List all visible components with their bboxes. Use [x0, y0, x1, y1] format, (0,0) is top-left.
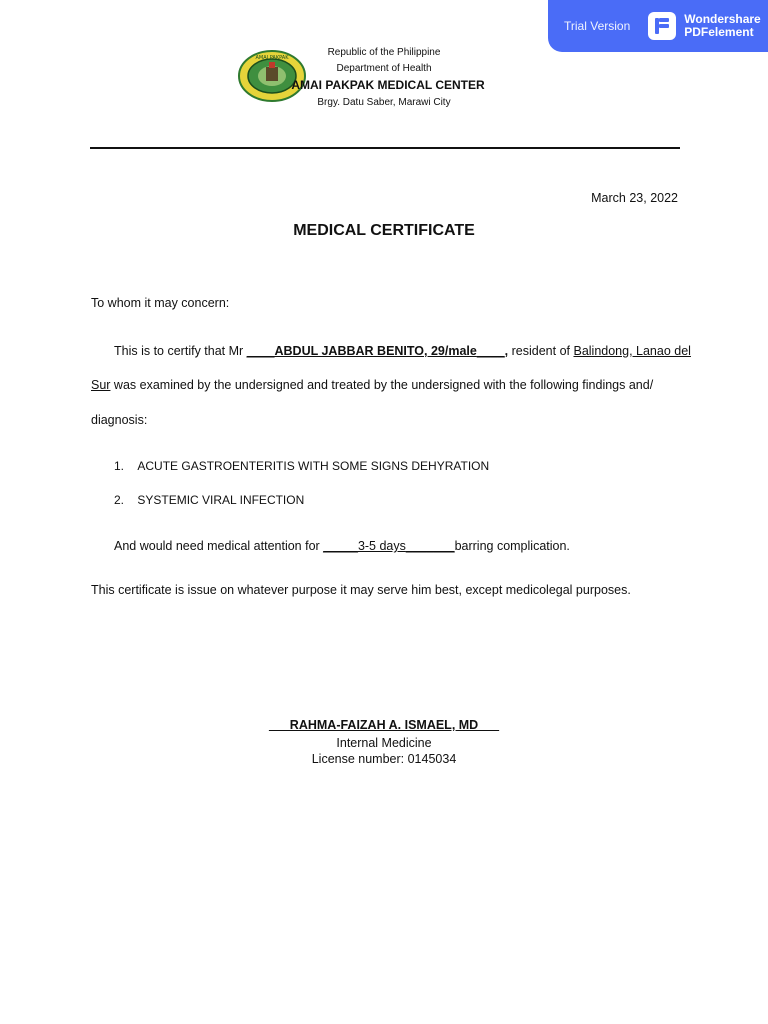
diagnosis-text: ACUTE GASTROENTERITIS WITH SOME SIGNS DEHYRATION — [137, 459, 490, 473]
diagnosis-number: 1. — [114, 459, 125, 473]
attention-line — [114, 539, 570, 553]
diagnosis-number: 2. — [114, 493, 125, 507]
certificate-date: March 23, 2022 — [591, 191, 678, 205]
residence-part2: Sur — [91, 378, 111, 392]
signatory-license: License number: 0145034 — [311, 752, 457, 766]
pdfelement-logo-icon — [648, 12, 676, 40]
header-divider — [90, 147, 680, 149]
trial-version-banner[interactable] — [548, 0, 768, 52]
trial-version-label: Trial Version — [564, 19, 631, 33]
brand-line1: Wondershare — [684, 12, 761, 26]
header-address: Brgy. Datu Saber, Marawi City — [317, 97, 451, 108]
patient-comma: , — [504, 344, 509, 358]
certify-line3: diagnosis: — [91, 413, 148, 427]
resident-text: resident of — [508, 344, 574, 358]
patient-blank-after: ____ — [476, 344, 505, 358]
salutation: To whom it may concern: — [91, 296, 230, 310]
duration-blank-before: _____ — [323, 539, 358, 553]
certify-line1 — [114, 344, 691, 358]
certificate-title: MEDICAL CERTIFICATE — [293, 222, 475, 239]
header-department: Department of Health — [336, 63, 432, 74]
diagnosis-text: SYSTEMIC VIRAL INFECTION — [137, 493, 305, 507]
signatory-specialty: Internal Medicine — [336, 736, 432, 750]
residence-part1: Balindong, Lanao del — [573, 344, 691, 358]
header-republic: Republic of the Philippine — [327, 47, 441, 58]
certify-line2 — [91, 378, 653, 392]
duration-blank-after: _______ — [405, 539, 455, 553]
header-org-name: AMAI PAKPAK MEDICAL CENTER — [291, 78, 485, 92]
attention-suffix: barring complication. — [454, 539, 570, 553]
signatory-name: ___RAHMA-FAIZAH A. ISMAEL, MD___ — [268, 718, 500, 732]
attention-duration: 3-5 days — [357, 539, 406, 553]
brand-line2: PDFelement — [684, 25, 754, 39]
brand-name — [684, 13, 760, 39]
diagnosis-item — [114, 459, 489, 473]
certify-line2-rest: was examined by the undersigned and treated by the undersigned with the following findings and/ — [110, 378, 654, 392]
diagnosis-item — [114, 493, 304, 507]
certify-prefix: This is to certify that Mr — [114, 344, 247, 358]
patient-name: ABDUL JABBAR BENITO, 29/male — [274, 344, 477, 358]
svg-text:AMAI PAKPAK: AMAI PAKPAK — [255, 55, 289, 61]
attention-prefix: And would need medical attention for — [114, 539, 324, 553]
purpose-statement: This certificate is issue on whatever purpose it may serve him best, except medicolegal purposes. — [91, 583, 631, 597]
patient-blank-before: ____ — [246, 344, 275, 358]
